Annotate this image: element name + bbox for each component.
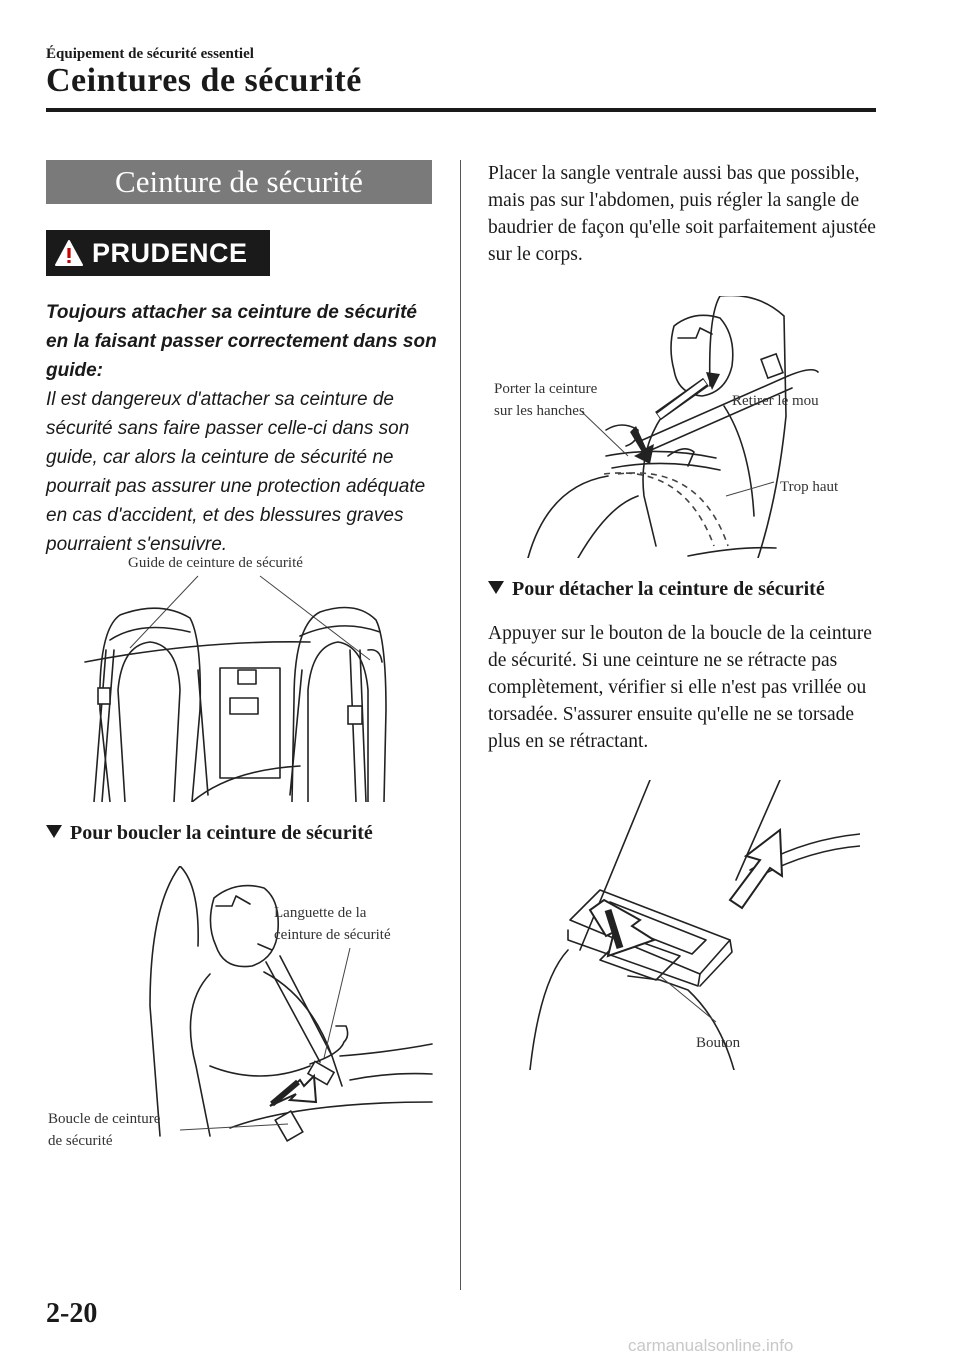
- heading-fasten-text: Pour boucler la ceinture de sécurité: [70, 822, 373, 844]
- caution-badge: [46, 230, 270, 276]
- caution-label: PRUDENCE: [92, 237, 248, 268]
- label-hips-line-2: sur les hanches: [494, 403, 585, 419]
- label-belt-guide: Guide de ceinture de sécurité: [128, 555, 303, 571]
- unfasten-text: Appuyer sur le bouton de la boucle de la ceinture de sécurité. Si une ceinture ne se rétracte pas complètement, vérifier si elle n'est pas vrillée ou torsadée. S'assurer ensuite qu'elle ne se torsade plus en se rétractant.: [488, 623, 872, 752]
- watermark: carmanualsonline.info: [628, 1336, 794, 1355]
- page-title: Ceintures de sécurité: [46, 62, 362, 99]
- page-number: 2-20: [46, 1298, 98, 1329]
- label-buckle: [48, 1108, 160, 1152]
- triangle-bullet-icon: [488, 581, 504, 594]
- label-buckle-line-1: Boucle de ceinture: [48, 1111, 161, 1127]
- warning-triangle-icon: [46, 230, 92, 276]
- triangle-bullet-icon: [46, 825, 62, 838]
- column-divider: [460, 160, 461, 1290]
- label-tongue: [274, 902, 391, 946]
- title-rule: [46, 108, 876, 112]
- caution-lead: Toujours attacher sa ceinture de sécurité en la faisant passer correctement dans son guide:: [46, 302, 437, 381]
- figure-belt-guide: [80, 570, 410, 802]
- label-button: Bouton: [696, 1035, 741, 1051]
- figure-buckle-button: [520, 780, 860, 1070]
- caution-body: Il est dangereux d'attacher sa ceinture de sécurité sans faire passer celle-ci dans son guide, car alors la ceinture de sécurité ne pourrait pas assurer une protection adéquate en cas d'accident, et des blessures graves pourraient s'ensuivre.: [46, 389, 426, 555]
- breadcrumb: Équipement de sécurité essentiel: [46, 46, 254, 62]
- label-hips: [494, 378, 597, 422]
- figure-belt-position: [488, 296, 860, 558]
- label-too-high: Trop haut: [780, 479, 839, 495]
- section-banner: Ceinture de sécurité: [46, 160, 432, 204]
- label-tongue-line-2: ceinture de sécurité: [274, 927, 391, 943]
- heading-fasten: [46, 822, 373, 845]
- intro-text: Placer la sangle ventrale aussi bas que possible, mais pas sur l'abdomen, puis régler la sangle de baudrier de façon qu'elle soit parfaitement ajustée sur le corps.: [488, 163, 876, 265]
- label-tongue-line-1: Languette de la: [274, 905, 367, 921]
- label-buckle-line-2: de sécurité: [48, 1133, 113, 1149]
- heading-unfasten: [488, 578, 825, 601]
- heading-unfasten-text: Pour détacher la ceinture de sécurité: [512, 578, 825, 600]
- label-slack: Retirer le mou: [732, 393, 819, 409]
- label-hips-line-1: Porter la ceinture: [494, 381, 598, 397]
- caution-text: [46, 298, 442, 559]
